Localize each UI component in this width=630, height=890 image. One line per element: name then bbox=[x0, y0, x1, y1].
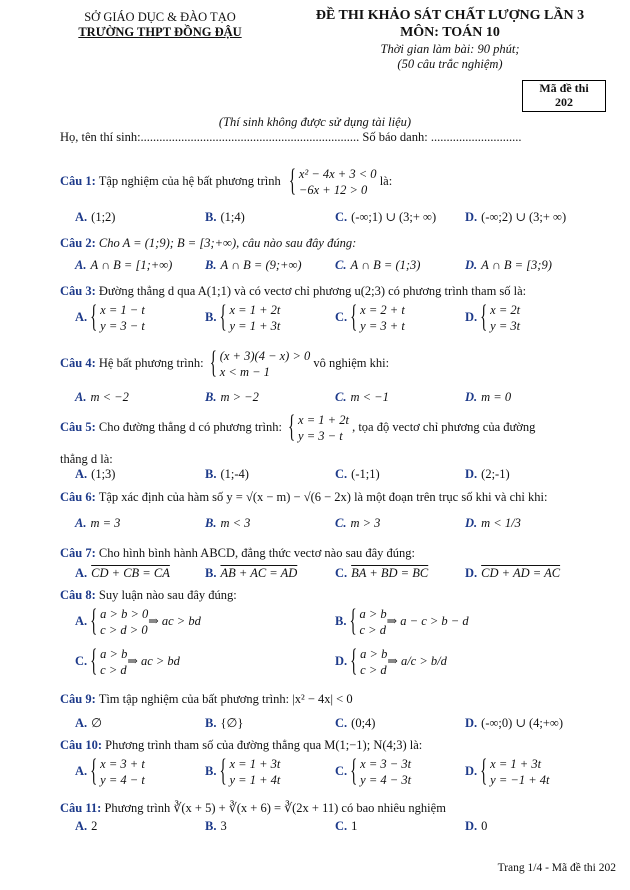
q3-option-c[interactable]: C. { x = 2 + t y = 3 + t bbox=[335, 302, 405, 334]
q10-option-d[interactable]: D. { x = 1 + 3t y = −1 + 4t bbox=[465, 756, 549, 788]
q1-option-c[interactable]: C. (-∞;1) ∪ (3;+ ∞) bbox=[335, 210, 437, 224]
exam-note: (Thí sinh không được sử dụng tài liệu) bbox=[218, 115, 412, 129]
question-text: Hệ bất phương trình: bbox=[98, 355, 204, 370]
q8-option-a[interactable]: A. { a > b > 0 c > d > 0 ⇒ ac > bd bbox=[75, 606, 201, 638]
q3-option-d[interactable]: D. { x = 2t y = 3t bbox=[465, 302, 520, 334]
subject: MÔN: TOÁN 10 bbox=[400, 24, 500, 40]
question-8 bbox=[60, 588, 237, 603]
question-text: Cho hình bình hành ABCD, đẳng thức vectơ nào sau đây đúng: bbox=[98, 546, 416, 560]
question-tail: , tọa độ vectơ chỉ phương của đường bbox=[352, 419, 536, 434]
q5-option-c[interactable]: C. (-1;1) bbox=[335, 467, 380, 481]
question-text: Cho A = (1;9); B = [3;+∞), câu nào sau đây đúng: bbox=[98, 236, 357, 250]
question-label: Câu 4: bbox=[60, 355, 96, 370]
question-5 bbox=[60, 412, 610, 444]
q5-option-d[interactable]: D. (2;-1) bbox=[465, 467, 510, 481]
equation-system: { x = 1 + 2t y = 3 − t bbox=[289, 412, 349, 444]
school-name: TRƯỜNG THPT ĐỒNG ĐẬU bbox=[78, 25, 242, 39]
question-label: Câu 1: bbox=[60, 173, 96, 188]
q9-option-c[interactable]: C. (0;4) bbox=[335, 716, 376, 730]
exam-code: 202 bbox=[555, 95, 573, 109]
q5-option-a[interactable]: A. (1;3) bbox=[75, 467, 116, 481]
student-info-line: Họ, tên thí sinh:...................................................................... Số báo danh: ............................. bbox=[60, 130, 522, 144]
question-label: Câu 2: bbox=[60, 236, 96, 250]
question-10 bbox=[60, 738, 422, 753]
question-label: Câu 9: bbox=[60, 692, 96, 706]
exam-code-box bbox=[522, 80, 606, 112]
question-count: (50 câu trắc nghiệm) bbox=[397, 56, 503, 71]
q1-option-a[interactable]: A. (1;2) bbox=[75, 210, 116, 224]
q2-option-a[interactable]: A. A ∩ B = [1;+∞) bbox=[75, 258, 173, 272]
question-5-cont: thẳng d là: bbox=[60, 452, 113, 466]
q4-option-c[interactable]: C. m < −1 bbox=[335, 390, 389, 404]
q3-option-b[interactable]: B. { x = 1 + 2t y = 1 + 3t bbox=[205, 302, 280, 334]
question-text: Cho đường thẳng d có phương trình: bbox=[98, 419, 282, 434]
question-7 bbox=[60, 546, 415, 561]
exam-title: ĐỀ THI KHẢO SÁT CHẤT LƯỢNG LẦN 3 bbox=[315, 8, 585, 23]
q7-option-c[interactable]: C. BA + BD = BC bbox=[335, 566, 429, 580]
department: SỞ GIÁO DỤC & ĐÀO TẠO bbox=[84, 10, 236, 24]
q8-option-d[interactable]: D. { a > b c > d ⇒ a/c > b/d bbox=[335, 646, 447, 678]
q4-option-b[interactable]: B. m > −2 bbox=[205, 390, 259, 404]
question-tail: là: bbox=[379, 173, 393, 188]
q10-option-b[interactable]: B. { x = 1 + 3t y = 1 + 4t bbox=[205, 756, 280, 788]
q7-option-d[interactable]: D. CD + AD = AC bbox=[465, 566, 561, 580]
question-label: Câu 3: bbox=[60, 284, 96, 298]
question-6 bbox=[60, 490, 547, 505]
exam-code-label: Mã đề thi bbox=[539, 81, 589, 95]
q2-option-b[interactable]: B. A ∩ B = (9;+∞) bbox=[205, 258, 302, 272]
q1-option-d[interactable]: D. (-∞;2) ∪ (3;+ ∞) bbox=[465, 210, 567, 224]
question-11 bbox=[60, 801, 446, 816]
q8-option-c[interactable]: C. { a > b c > d ⇒ ac > bd bbox=[75, 646, 180, 678]
question-text: Đường thẳng d qua A(1;1) và có vectơ chỉ phương u(2;3) có phương trình tham số là: bbox=[98, 284, 527, 298]
question-text: Tìm tập nghiệm của bất phương trình: |x² − 4x| < 0 bbox=[98, 692, 353, 706]
question-2 bbox=[60, 236, 356, 251]
header-left bbox=[60, 10, 260, 40]
q10-option-c[interactable]: C. { x = 3 − 3t y = 4 − 3t bbox=[335, 756, 411, 788]
q11-option-d[interactable]: D. 0 bbox=[465, 819, 488, 833]
q8-option-b[interactable]: B. { a > b c > d ⇒ a − c > b − d bbox=[335, 606, 469, 638]
q6-option-b[interactable]: B. m < 3 bbox=[205, 516, 251, 530]
question-3 bbox=[60, 284, 526, 299]
equation-line: −6x + 12 > 0 bbox=[298, 183, 368, 197]
question-9 bbox=[60, 692, 353, 707]
q9-option-d[interactable]: D. (-∞;0) ∪ (4;+∞) bbox=[465, 716, 564, 730]
question-label: Câu 6: bbox=[60, 490, 96, 504]
q9-option-a[interactable]: A. ∅ bbox=[75, 716, 103, 730]
page-footer: Trang 1/4 - Mã đề thi 202 bbox=[497, 862, 616, 875]
question-text: Phương trình tham số của đường thẳng qua M(1;−1); N(4;3) là: bbox=[105, 738, 423, 752]
question-text: Phương trình ∛(x + 5) + ∛(x + 6) = ∛(2x + 11) có bao nhiêu nghiệm bbox=[104, 801, 446, 815]
question-label: Câu 10: bbox=[60, 738, 103, 752]
q4-option-a[interactable]: A. m < −2 bbox=[75, 390, 129, 404]
q11-option-a[interactable]: A. 2 bbox=[75, 819, 98, 833]
q6-option-d[interactable]: D. m < 1/3 bbox=[465, 516, 521, 530]
question-label: Câu 11: bbox=[60, 801, 102, 815]
equation-system bbox=[290, 166, 377, 198]
q2-option-d[interactable]: D. A ∩ B = [3;9) bbox=[465, 258, 552, 272]
equation-line: { x² − 4x + 3 < 0 bbox=[298, 167, 377, 181]
question-label: Câu 7: bbox=[60, 546, 96, 560]
q11-option-b[interactable]: B. 3 bbox=[205, 819, 227, 833]
q3-option-a[interactable]: A. { x = 1 − t y = 3 − t bbox=[75, 302, 145, 334]
q7-option-b[interactable]: B. AB + AC = AD bbox=[205, 566, 298, 580]
q6-option-c[interactable]: C. m > 3 bbox=[335, 516, 381, 530]
q1-option-b[interactable]: B. (1;4) bbox=[205, 210, 245, 224]
question-4 bbox=[60, 348, 389, 380]
question-text: Tập xác định của hàm số y = √(x − m) − √(6 − 2x) là một đoạn trên trục số khi và chỉ khi: bbox=[98, 490, 548, 504]
q4-option-d[interactable]: D. m = 0 bbox=[465, 390, 512, 404]
q6-option-a[interactable]: A. m = 3 bbox=[75, 516, 121, 530]
exam-time: Thời gian làm bài: 90 phút; bbox=[380, 41, 520, 56]
question-text: Suy luận nào sau đây đúng: bbox=[98, 588, 237, 602]
q2-option-c[interactable]: C. A ∩ B = (1;3) bbox=[335, 258, 421, 272]
q5-option-b[interactable]: B. (1;-4) bbox=[205, 467, 249, 481]
q7-option-a[interactable]: A. CD + CB = CA bbox=[75, 566, 170, 580]
question-label: Câu 5: bbox=[60, 419, 96, 434]
q10-option-a[interactable]: A. { x = 3 + t y = 4 − t bbox=[75, 756, 145, 788]
question-text: Tập nghiệm của hệ bất phương trình bbox=[98, 173, 281, 188]
header-right bbox=[285, 8, 615, 72]
question-label: Câu 8: bbox=[60, 588, 96, 602]
q9-option-b[interactable]: B. {∅} bbox=[205, 716, 244, 730]
equation-system: { (x + 3)(4 − x) > 0 x < m − 1 bbox=[211, 348, 311, 380]
question-tail: vô nghiệm khi: bbox=[313, 355, 390, 370]
question-1 bbox=[60, 166, 392, 198]
q11-option-c[interactable]: C. 1 bbox=[335, 819, 358, 833]
